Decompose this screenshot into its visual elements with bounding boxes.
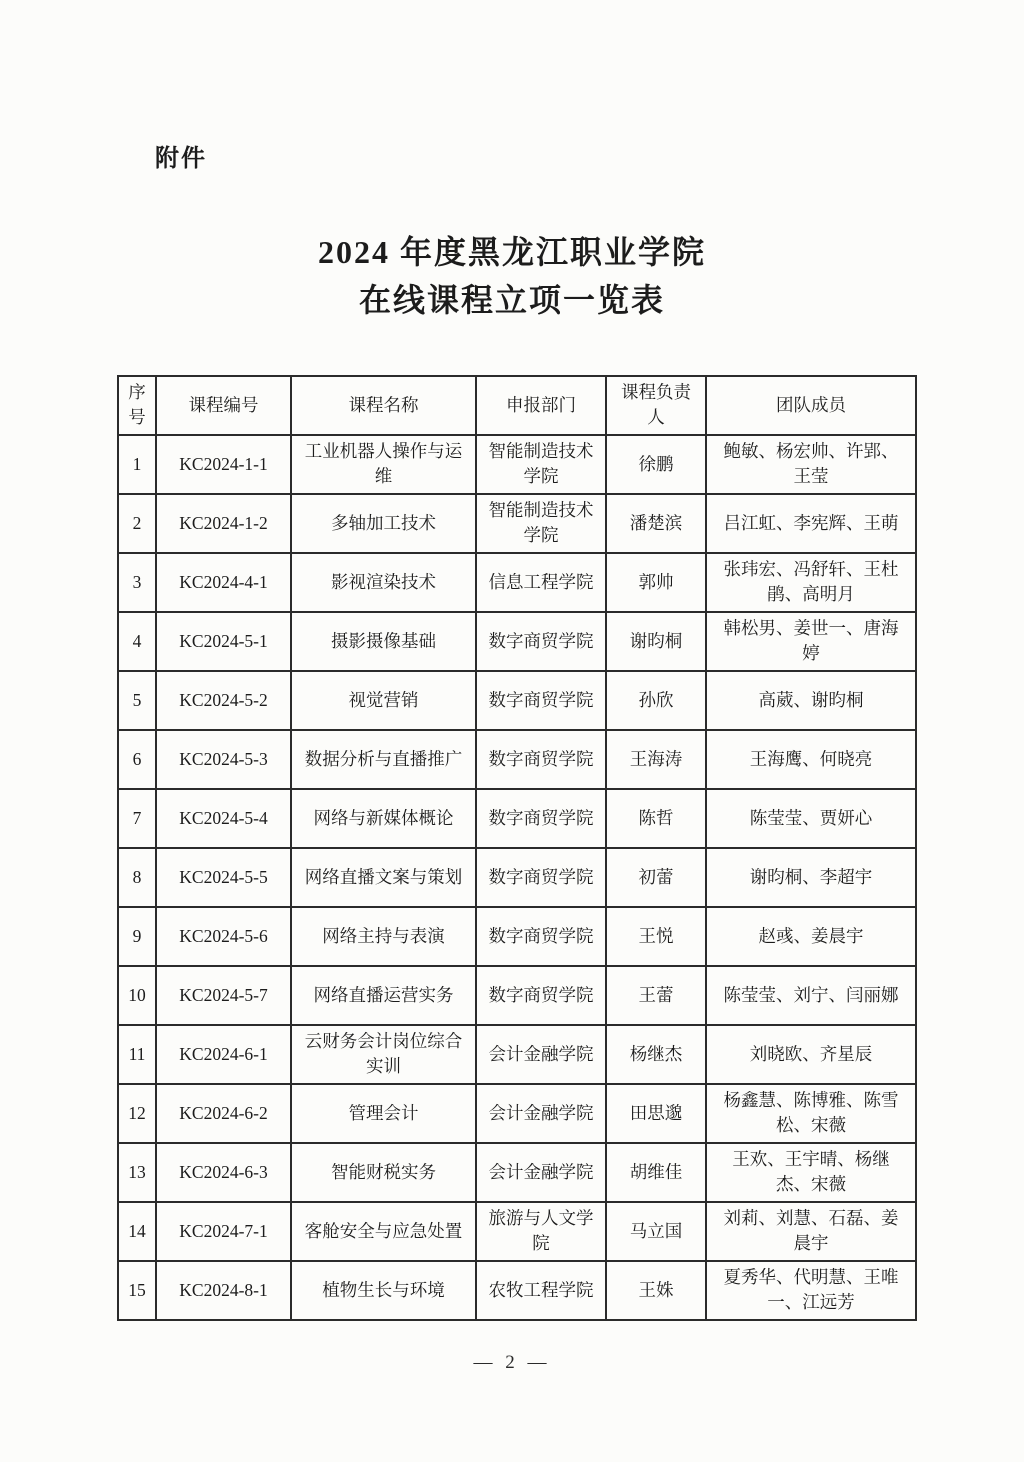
table-cell-name: 智能财税实务	[291, 1143, 476, 1202]
table-cell-members: 陈莹莹、贾妍心	[706, 789, 916, 848]
table-row	[118, 435, 916, 494]
table-cell-leader: 郭帅	[606, 553, 706, 612]
table-cell-no: 8	[118, 848, 156, 907]
table-cell-leader: 孙欣	[606, 671, 706, 730]
table-cell-leader: 潘楚滨	[606, 494, 706, 553]
table-cell-name: 多轴加工技术	[291, 494, 476, 553]
table-cell-members: 刘莉、刘慧、石磊、姜晨宇	[706, 1202, 916, 1261]
table-cell-dept: 智能制造技术学院	[476, 435, 606, 494]
table-cell-code: KC2024-6-2	[156, 1084, 291, 1143]
table-cell-members: 王海鹰、何晓亮	[706, 730, 916, 789]
table-cell-code: KC2024-5-2	[156, 671, 291, 730]
table-cell-dept: 会计金融学院	[476, 1084, 606, 1143]
table-cell-no: 3	[118, 553, 156, 612]
table-cell-no: 10	[118, 966, 156, 1025]
table-cell-leader: 徐鹏	[606, 435, 706, 494]
table-cell-name: 网络直播运营实务	[291, 966, 476, 1025]
table-row	[118, 966, 916, 1025]
table-cell-leader: 谢昀桐	[606, 612, 706, 671]
table-cell-name: 视觉营销	[291, 671, 476, 730]
page-number: — 2 —	[473, 1352, 551, 1373]
table-cell-members: 王欢、王宇晴、杨继杰、宋薇	[706, 1143, 916, 1202]
table-cell-code: KC2024-5-7	[156, 966, 291, 1025]
table-cell-no: 9	[118, 907, 156, 966]
table-cell-members: 杨鑫慧、陈博雅、陈雪松、宋薇	[706, 1084, 916, 1143]
column-header-code: 课程编号	[156, 376, 291, 435]
table-cell-code: KC2024-5-3	[156, 730, 291, 789]
table-cell-name: 管理会计	[291, 1084, 476, 1143]
table-cell-leader: 王悦	[606, 907, 706, 966]
table-cell-no: 15	[118, 1261, 156, 1320]
table-cell-name: 工业机器人操作与运维	[291, 435, 476, 494]
table-cell-name: 影视渲染技术	[291, 553, 476, 612]
table-cell-no: 14	[118, 1202, 156, 1261]
table-cell-code: KC2024-1-1	[156, 435, 291, 494]
table-cell-name: 客舱安全与应急处置	[291, 1202, 476, 1261]
table-cell-code: KC2024-4-1	[156, 553, 291, 612]
table-cell-members: 吕江虹、李宪辉、王萌	[706, 494, 916, 553]
document-title-line2: 在线课程立项一览表	[358, 282, 665, 318]
table-row	[118, 1202, 916, 1261]
table-cell-leader: 胡维佳	[606, 1143, 706, 1202]
table-cell-code: KC2024-1-2	[156, 494, 291, 553]
table-cell-members: 韩松男、姜世一、唐海婷	[706, 612, 916, 671]
table-cell-dept: 旅游与人文学院	[476, 1202, 606, 1261]
table-cell-name: 网络主持与表演	[291, 907, 476, 966]
table-cell-no: 12	[118, 1084, 156, 1143]
table-cell-code: KC2024-7-1	[156, 1202, 291, 1261]
table-cell-dept: 会计金融学院	[476, 1143, 606, 1202]
table-cell-dept: 数字商贸学院	[476, 848, 606, 907]
document-title-line1: 2024 年度黑龙江职业学院	[317, 234, 706, 270]
table-cell-code: KC2024-5-1	[156, 612, 291, 671]
table-cell-no: 13	[118, 1143, 156, 1202]
table-cell-members: 陈莹莹、刘宁、闫丽娜	[706, 966, 916, 1025]
column-header-dept: 申报部门	[476, 376, 606, 435]
document-title	[0, 228, 1024, 324]
column-header-members: 团队成员	[706, 376, 916, 435]
table-cell-code: KC2024-6-1	[156, 1025, 291, 1084]
table-cell-code: KC2024-6-3	[156, 1143, 291, 1202]
column-header-leader: 课程负责人	[606, 376, 706, 435]
course-project-table	[117, 375, 917, 1321]
table-row	[118, 494, 916, 553]
table-cell-dept: 数字商贸学院	[476, 612, 606, 671]
table-cell-members: 赵彧、姜晨宇	[706, 907, 916, 966]
table-cell-no: 11	[118, 1025, 156, 1084]
table-cell-leader: 初蕾	[606, 848, 706, 907]
table-cell-no: 6	[118, 730, 156, 789]
table-cell-members: 刘晓欧、齐星辰	[706, 1025, 916, 1084]
table-cell-code: KC2024-8-1	[156, 1261, 291, 1320]
attachment-label: 附件	[155, 145, 207, 172]
table-row	[118, 553, 916, 612]
table-row	[118, 1261, 916, 1320]
table-cell-dept: 农牧工程学院	[476, 1261, 606, 1320]
table-cell-leader: 马立国	[606, 1202, 706, 1261]
table-cell-members: 鲍敏、杨宏帅、许郢、王莹	[706, 435, 916, 494]
table-cell-leader: 王姝	[606, 1261, 706, 1320]
table-row	[118, 612, 916, 671]
table-cell-no: 2	[118, 494, 156, 553]
table-cell-dept: 信息工程学院	[476, 553, 606, 612]
table-cell-no: 4	[118, 612, 156, 671]
table-cell-leader: 陈哲	[606, 789, 706, 848]
table-cell-no: 1	[118, 435, 156, 494]
table-row	[118, 907, 916, 966]
table-cell-name: 网络直播文案与策划	[291, 848, 476, 907]
table-cell-leader: 王蕾	[606, 966, 706, 1025]
column-header-no: 序号	[118, 376, 156, 435]
table-row	[118, 730, 916, 789]
table-cell-members: 高葳、谢昀桐	[706, 671, 916, 730]
table-header-row	[118, 376, 916, 435]
table-row	[118, 848, 916, 907]
table-cell-leader: 杨继杰	[606, 1025, 706, 1084]
table-cell-name: 云财务会计岗位综合实训	[291, 1025, 476, 1084]
table-cell-dept: 智能制造技术学院	[476, 494, 606, 553]
table-cell-no: 5	[118, 671, 156, 730]
table-cell-dept: 数字商贸学院	[476, 730, 606, 789]
table-cell-dept: 数字商贸学院	[476, 966, 606, 1025]
table-row	[118, 1084, 916, 1143]
table-row	[118, 671, 916, 730]
table-row	[118, 1025, 916, 1084]
column-header-name: 课程名称	[291, 376, 476, 435]
table-cell-dept: 数字商贸学院	[476, 789, 606, 848]
table-cell-dept: 会计金融学院	[476, 1025, 606, 1084]
table-cell-name: 植物生长与环境	[291, 1261, 476, 1320]
table-cell-code: KC2024-5-5	[156, 848, 291, 907]
table-cell-members: 夏秀华、代明慧、王唯一、江远芳	[706, 1261, 916, 1320]
table-cell-dept: 数字商贸学院	[476, 671, 606, 730]
table-cell-leader: 田思邈	[606, 1084, 706, 1143]
table-row	[118, 1143, 916, 1202]
table-cell-dept: 数字商贸学院	[476, 907, 606, 966]
table-cell-no: 7	[118, 789, 156, 848]
table-cell-name: 摄影摄像基础	[291, 612, 476, 671]
table-cell-code: KC2024-5-4	[156, 789, 291, 848]
table-cell-members: 张玮宏、冯舒轩、王杜鹃、高明月	[706, 553, 916, 612]
table-cell-name: 数据分析与直播推广	[291, 730, 476, 789]
table-cell-name: 网络与新媒体概论	[291, 789, 476, 848]
table-cell-members: 谢昀桐、李超宇	[706, 848, 916, 907]
table-cell-code: KC2024-5-6	[156, 907, 291, 966]
table-cell-leader: 王海涛	[606, 730, 706, 789]
table-row	[118, 789, 916, 848]
